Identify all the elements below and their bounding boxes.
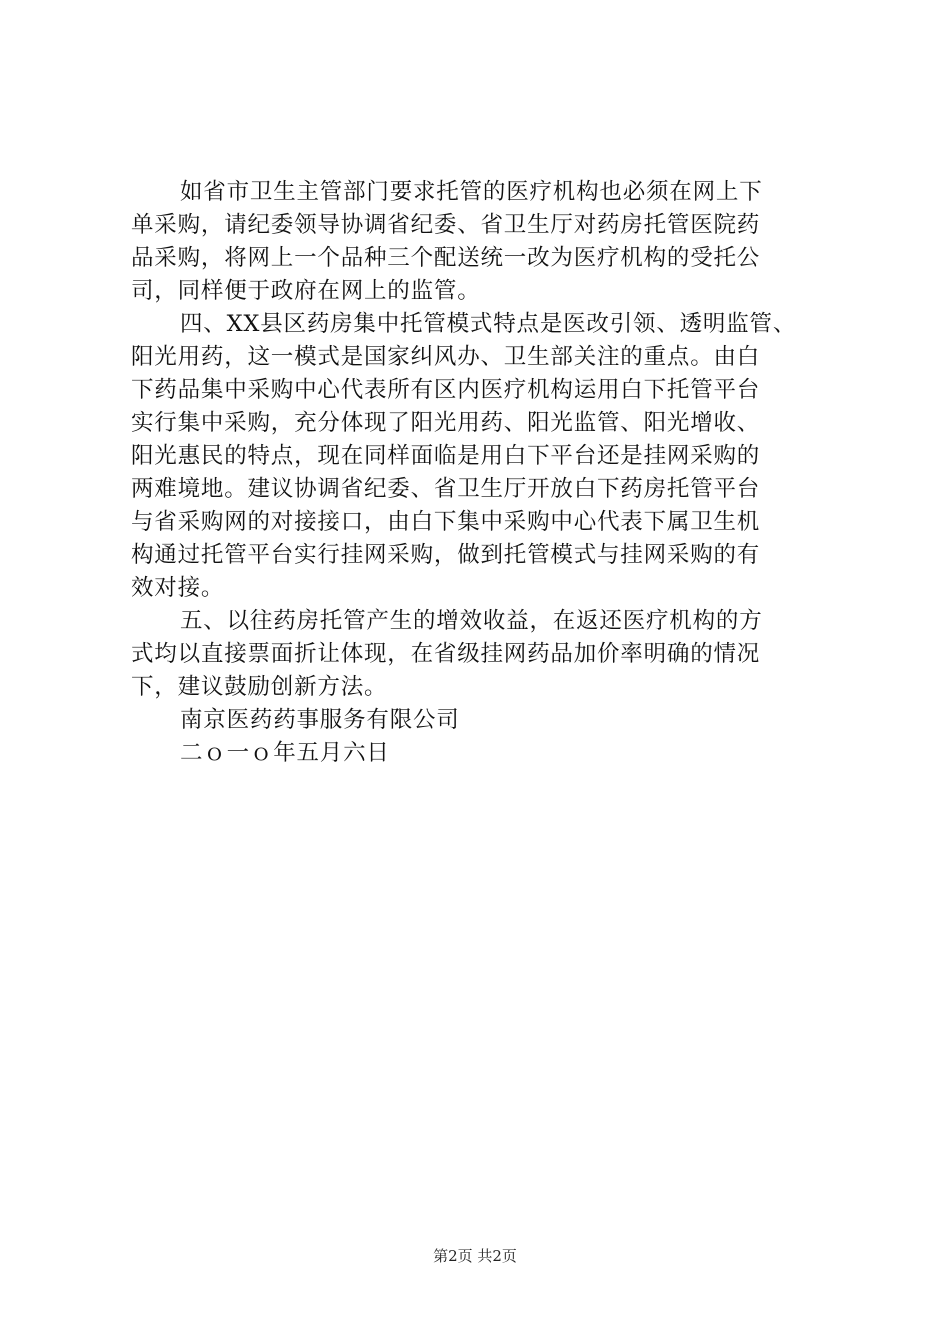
text-line: 阳光惠民的特点，现在同样面临是用白下平台还是挂网采购的 (131, 443, 761, 469)
text-line: 下，建议鼓励创新方法。 (131, 674, 388, 700)
text-line: 两难境地。建议协调省纪委、省卫生厅开放白下药房托管平台 (131, 476, 761, 502)
text-line: 单采购，请纪委领导协调省纪委、省卫生厅对药房托管医院药 (131, 212, 761, 238)
page-number-footer: 第2页 共2页 (433, 1247, 517, 1265)
text-line: 如省市卫生主管部门要求托管的医疗机构也必须在网上下 (180, 179, 763, 205)
document-body (131, 176, 831, 770)
text-line: 阳光用药，这一模式是国家纠风办、卫生部关注的重点。由白 (131, 344, 761, 370)
text-line: 效对接。 (131, 575, 225, 601)
text-line: 下药品集中采购中心代表所有区内医疗机构运用白下托管平台 (131, 377, 761, 403)
text-line: 五、以往药房托管产生的增效收益，在返还医疗机构的方 (180, 608, 763, 634)
text-line: 品采购，将网上一个品种三个配送统一改为医疗机构的受托公 (131, 245, 761, 271)
company-signature: 南京医药药事服务有限公司 (180, 707, 460, 733)
text-line: 构通过托管平台实行挂网采购，做到托管模式与挂网采购的有 (131, 542, 761, 568)
text-line: 司，同样便于政府在网上的监管。 (131, 278, 481, 304)
text-line: 实行集中采购，充分体现了阳光用药、阳光监管、阳光增收、 (131, 410, 761, 436)
document-date: 二ｏ一ｏ年五月六日 (180, 740, 390, 766)
text-line: 式均以直接票面折让体现，在省级挂网药品加价率明确的情况 (131, 641, 761, 667)
text-line: 四、XX县区药房集中托管模式特点是医改引领、透明监管、 (180, 311, 797, 337)
text-line: 与省采购网的对接接口，由白下集中采购中心代表下属卫生机 (131, 509, 761, 535)
